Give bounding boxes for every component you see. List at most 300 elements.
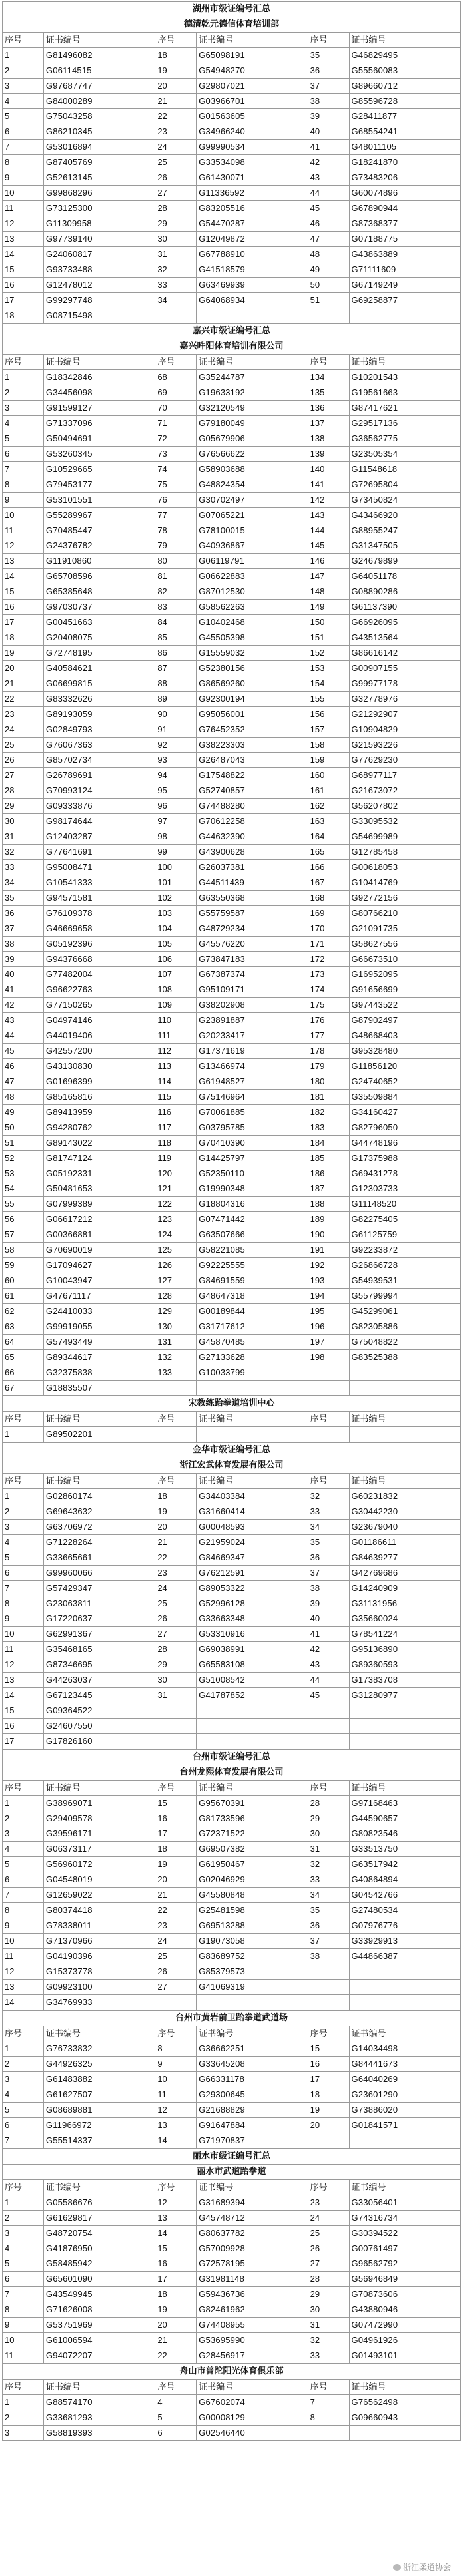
table-row: [3, 891, 461, 906]
table-row: [3, 1995, 461, 2010]
seq-cell: 22: [155, 1550, 197, 1566]
seq-cell: 14: [3, 1995, 44, 2010]
section-subtitle: 台州龙熙体育发展有限公司: [3, 1765, 461, 1781]
table-row: [3, 293, 461, 308]
table-row: [3, 262, 461, 278]
table-row: [3, 875, 461, 891]
section-title: 宋教练跆拳道培训中心: [3, 1396, 461, 1412]
cert-number-cell: G76067363: [43, 738, 155, 753]
cert-number-cell: G11966972: [43, 2118, 155, 2133]
seq-cell: 29: [155, 216, 197, 232]
cert-number-cell: G11148520: [349, 1197, 460, 1212]
cert-number-cell: G61629817: [43, 2211, 155, 2226]
seq-cell: 6: [155, 2426, 197, 2441]
seq-cell: 16: [3, 278, 44, 293]
seq-cell: 11: [3, 201, 44, 216]
cert-number-cell: G00451663: [43, 615, 155, 630]
cert-number-cell: G42769686: [349, 1566, 460, 1581]
seq-cell: 81: [155, 569, 197, 584]
seq-cell: 2: [3, 385, 44, 401]
seq-cell: 15: [3, 584, 44, 600]
cert-number-cell: G97030737: [43, 600, 155, 615]
cert-number-cell: G67149249: [349, 278, 460, 293]
cert-number-cell: G44511439: [197, 875, 308, 891]
seq-cell: 24: [155, 140, 197, 155]
cert-number-cell: G96562792: [349, 2256, 460, 2272]
seq-cell: [155, 1719, 197, 1734]
seq-cell: 14: [3, 247, 44, 262]
seq-cell: 126: [155, 1258, 197, 1273]
seq-cell: 8: [3, 155, 44, 170]
seq-header: 序号: [3, 1412, 44, 1427]
code-header: 证书编号: [349, 2180, 460, 2195]
cert-number-cell: G94376668: [43, 952, 155, 967]
cert-number-cell: G36562775: [349, 431, 460, 447]
cert-number-cell: G43466920: [349, 508, 460, 523]
seq-cell: 23: [155, 1918, 197, 1934]
cert-number-cell: G73450824: [349, 493, 460, 508]
cert-number-cell: G48729234: [197, 921, 308, 937]
table-row: [3, 1811, 461, 1826]
code-header: 证书编号: [43, 1474, 155, 1489]
cert-number-cell: G61627507: [43, 2087, 155, 2103]
cert-number-cell: G43863889: [349, 247, 460, 262]
cert-number-cell: G61430071: [197, 170, 308, 186]
seq-cell: 88: [155, 676, 197, 692]
cert-number-cell: G65385648: [43, 584, 155, 600]
seq-cell: 10: [3, 186, 44, 201]
seq-cell: 42: [308, 1642, 349, 1657]
cert-number-cell: G41787852: [197, 1688, 308, 1703]
cert-number-cell: G43549945: [43, 2287, 155, 2302]
seq-cell: [155, 1427, 197, 1442]
table-row: [3, 906, 461, 921]
cert-number-cell: G19561663: [349, 385, 460, 401]
cert-number-cell: G48011105: [349, 140, 460, 155]
seq-cell: 45: [308, 201, 349, 216]
seq-cell: 96: [155, 799, 197, 814]
table-row: [3, 2041, 461, 2057]
cert-number-cell: G93733488: [43, 262, 155, 278]
cert-number-cell: G34966240: [197, 124, 308, 140]
cert-number-cell: G61950467: [197, 1857, 308, 1872]
seq-cell: 198: [308, 1350, 349, 1365]
seq-cell: 9: [3, 1611, 44, 1627]
cert-number-cell: G44926325: [43, 2057, 155, 2072]
cert-number-cell: G94072207: [43, 2348, 155, 2364]
seq-cell: 9: [3, 1918, 44, 1934]
seq-cell: 59: [3, 1258, 44, 1273]
seq-cell: 192: [308, 1258, 349, 1273]
seq-cell: [308, 2133, 349, 2149]
table-row: [3, 1136, 461, 1151]
seq-cell: 147: [308, 569, 349, 584]
cert-number-cell: G23679040: [349, 1520, 460, 1535]
seq-cell: 18: [155, 1489, 197, 1504]
seq-cell: 5: [3, 2256, 44, 2272]
seq-cell: 20: [155, 1520, 197, 1535]
seq-cell: 37: [308, 79, 349, 94]
seq-cell: 100: [155, 860, 197, 875]
seq-cell: 76: [155, 493, 197, 508]
cert-number-cell: G12303733: [349, 1181, 460, 1197]
cert-number-cell: G40936867: [197, 538, 308, 554]
seq-cell: 42: [308, 155, 349, 170]
seq-cell: 167: [308, 875, 349, 891]
seq-cell: [308, 1427, 349, 1442]
cert-number-cell: G61125759: [349, 1227, 460, 1243]
table-row: [3, 1504, 461, 1520]
cert-number-cell: G71111609: [349, 262, 460, 278]
section-table: [2, 323, 461, 1396]
cert-number-cell: G08689881: [43, 2103, 155, 2118]
table-row: [3, 2256, 461, 2272]
cert-number-cell: G38223303: [197, 738, 308, 753]
seq-cell: 68: [155, 370, 197, 385]
cert-number-cell: [349, 1734, 460, 1749]
seq-cell: 111: [155, 1028, 197, 1044]
cert-number-cell: G07976776: [349, 1918, 460, 1934]
table-row: [3, 814, 461, 829]
cert-number-cell: G84639277: [349, 1550, 460, 1566]
seq-cell: 70: [155, 401, 197, 416]
cert-number-cell: G89143022: [43, 1136, 155, 1151]
seq-cell: 129: [155, 1304, 197, 1319]
cert-number-cell: G53101551: [43, 493, 155, 508]
cert-number-cell: G23063811: [43, 1596, 155, 1611]
seq-cell: 51: [308, 293, 349, 308]
table-row: [3, 247, 461, 262]
seq-cell: 33: [3, 860, 44, 875]
seq-cell: 10: [3, 508, 44, 523]
cert-number-cell: G23505354: [349, 447, 460, 462]
seq-cell: 12: [3, 216, 44, 232]
cert-number-cell: G71626008: [43, 2302, 155, 2318]
seq-cell: 66: [3, 1365, 44, 1381]
table-row: [3, 2410, 461, 2426]
cert-number-cell: G65583108: [197, 1657, 308, 1673]
seq-header: 序号: [155, 1781, 197, 1796]
seq-cell: 18: [3, 630, 44, 646]
table-row: [3, 2348, 461, 2364]
cert-number-cell: G72578195: [197, 2256, 308, 2272]
cert-number-cell: G33534098: [197, 155, 308, 170]
code-header: 证书编号: [349, 33, 460, 48]
cert-number-cell: G06622883: [197, 569, 308, 584]
seq-cell: 19: [155, 1857, 197, 1872]
seq-header: 序号: [155, 2026, 197, 2041]
seq-cell: 162: [308, 799, 349, 814]
cert-number-cell: G04542766: [349, 1888, 460, 1903]
seq-cell: 20: [155, 1872, 197, 1888]
seq-cell: 8: [3, 477, 44, 493]
cert-number-cell: G55289967: [43, 508, 155, 523]
cert-number-cell: G07065221: [197, 508, 308, 523]
cert-number-cell: G18835507: [43, 1381, 155, 1396]
seq-header: 序号: [155, 2180, 197, 2195]
seq-cell: 41: [3, 982, 44, 998]
cert-number-cell: G43880946: [349, 2302, 460, 2318]
seq-cell: 128: [155, 1289, 197, 1304]
table-row: [3, 1365, 461, 1381]
seq-cell: 33: [308, 1504, 349, 1520]
cert-number-cell: G33513750: [349, 1842, 460, 1857]
table-row: [3, 140, 461, 155]
table-row: [3, 508, 461, 523]
seq-cell: 49: [308, 262, 349, 278]
seq-cell: 22: [3, 692, 44, 707]
seq-cell: 1: [3, 2041, 44, 2057]
cert-number-cell: G76452352: [197, 722, 308, 738]
table-row: [3, 1796, 461, 1811]
table-row: [3, 1273, 461, 1289]
seq-cell: 95: [155, 783, 197, 799]
seq-cell: 33: [308, 2348, 349, 2364]
seq-header: 序号: [308, 1412, 349, 1427]
seq-cell: 178: [308, 1044, 349, 1059]
cert-number-cell: G86210345: [43, 124, 155, 140]
table-row: [3, 2333, 461, 2348]
seq-cell: 190: [308, 1227, 349, 1243]
seq-cell: 99: [155, 845, 197, 860]
cert-number-cell: G77150265: [43, 998, 155, 1013]
seq-cell: 36: [308, 1918, 349, 1934]
cert-number-cell: G05679906: [197, 431, 308, 447]
table-row: [3, 370, 461, 385]
cert-number-cell: G11309958: [43, 216, 155, 232]
cert-number-cell: G13466974: [197, 1059, 308, 1074]
cert-number-cell: G25481598: [197, 1903, 308, 1918]
table-row: [3, 998, 461, 1013]
table-row: [3, 1319, 461, 1335]
cert-number-cell: G70612258: [197, 814, 308, 829]
cert-number-cell: G58627556: [349, 937, 460, 952]
seq-cell: 20: [308, 2118, 349, 2133]
seq-cell: 44: [3, 1028, 44, 1044]
cert-number-cell: G30394522: [349, 2226, 460, 2241]
cert-number-cell: G05586676: [43, 2195, 155, 2211]
seq-cell: [308, 2426, 349, 2441]
seq-cell: 114: [155, 1074, 197, 1090]
table-row: [3, 201, 461, 216]
table-row: [3, 982, 461, 998]
seq-cell: 71: [155, 416, 197, 431]
seq-cell: 43: [3, 1013, 44, 1028]
cert-number-cell: G60231832: [349, 1489, 460, 1504]
cert-number-cell: G55514337: [43, 2133, 155, 2149]
table-row: [3, 615, 461, 630]
cert-number-cell: G45870485: [197, 1335, 308, 1350]
cert-number-cell: G87405769: [43, 155, 155, 170]
cert-number-cell: G33095532: [349, 814, 460, 829]
table-row: [3, 1151, 461, 1166]
code-header: 证书编号: [197, 2380, 308, 2395]
cert-number-cell: G06373117: [43, 1842, 155, 1857]
seq-cell: 56: [3, 1212, 44, 1227]
seq-cell: 168: [308, 891, 349, 906]
table-row: [3, 1581, 461, 1596]
seq-cell: 74: [155, 462, 197, 477]
seq-cell: 150: [308, 615, 349, 630]
cert-number-cell: G10529665: [43, 462, 155, 477]
cert-number-cell: G14034498: [349, 2041, 460, 2057]
table-row: [3, 2087, 461, 2103]
seq-cell: 9: [155, 2057, 197, 2072]
seq-cell: 36: [308, 63, 349, 79]
seq-header: 序号: [3, 2026, 44, 2041]
table-row: [3, 2118, 461, 2133]
seq-cell: 31: [308, 2318, 349, 2333]
cert-number-cell: G12659022: [43, 1888, 155, 1903]
seq-cell: 32: [155, 262, 197, 278]
cert-number-cell: G69431278: [349, 1166, 460, 1181]
cert-number-cell: G24679899: [349, 554, 460, 569]
seq-cell: 23: [155, 1566, 197, 1581]
cert-number-cell: G85379573: [197, 1964, 308, 1980]
seq-cell: 7: [3, 462, 44, 477]
cert-number-cell: G92772156: [349, 891, 460, 906]
cert-number-cell: G55759587: [197, 906, 308, 921]
cert-number-cell: G69038991: [197, 1642, 308, 1657]
cert-number-cell: G41876950: [43, 2241, 155, 2256]
cert-number-cell: G23891887: [197, 1013, 308, 1028]
seq-cell: 1: [3, 1796, 44, 1811]
cert-number-cell: G06114515: [43, 63, 155, 79]
cert-number-cell: G31689394: [197, 2195, 308, 2211]
seq-cell: 12: [3, 538, 44, 554]
seq-cell: 4: [3, 1535, 44, 1550]
cert-number-cell: G29300645: [197, 2087, 308, 2103]
table-row: [3, 216, 461, 232]
table-row: [3, 1872, 461, 1888]
seq-cell: 89: [155, 692, 197, 707]
table-row: [3, 1566, 461, 1581]
cert-number-cell: G69513288: [197, 1918, 308, 1934]
seq-header: 序号: [3, 2180, 44, 2195]
cert-number-cell: G16952095: [349, 967, 460, 982]
seq-cell: 103: [155, 906, 197, 921]
cert-number-cell: G34403384: [197, 1489, 308, 1504]
seq-cell: 60: [3, 1273, 44, 1289]
seq-cell: 24: [155, 1934, 197, 1949]
table-row: [3, 1489, 461, 1504]
cert-number-cell: G84441673: [349, 2057, 460, 2072]
cert-number-cell: G43513564: [349, 630, 460, 646]
seq-cell: 3: [3, 2072, 44, 2087]
table-row: [3, 1289, 461, 1304]
table-row: [3, 94, 461, 109]
table-row: [3, 1090, 461, 1105]
seq-cell: 107: [155, 967, 197, 982]
seq-cell: 8: [3, 2302, 44, 2318]
cert-number-cell: G73483206: [349, 170, 460, 186]
cert-number-cell: [349, 1381, 460, 1396]
seq-cell: 28: [308, 1796, 349, 1811]
seq-cell: 16: [155, 1811, 197, 1826]
table-row: [3, 783, 461, 799]
cert-number-cell: G67387374: [197, 967, 308, 982]
cert-number-cell: G86569260: [197, 676, 308, 692]
cert-number-cell: G82305886: [349, 1319, 460, 1335]
seq-cell: 34: [308, 1888, 349, 1903]
cert-number-cell: G12403287: [43, 829, 155, 845]
cert-number-cell: G44590657: [349, 1811, 460, 1826]
seq-cell: 30: [308, 2302, 349, 2318]
table-row: [3, 1719, 461, 1734]
section-table: [2, 1, 461, 323]
seq-cell: 170: [308, 921, 349, 937]
cert-number-cell: [349, 1980, 460, 1995]
cert-number-cell: G58819393: [43, 2426, 155, 2441]
cert-number-cell: G97168463: [349, 1796, 460, 1811]
cert-number-cell: [349, 1964, 460, 1980]
cert-number-cell: G31347505: [349, 538, 460, 554]
seq-cell: 41: [308, 140, 349, 155]
seq-cell: 7: [3, 1888, 44, 1903]
seq-cell: 7: [308, 2395, 349, 2410]
seq-cell: 134: [308, 370, 349, 385]
seq-cell: 7: [3, 2287, 44, 2302]
seq-cell: 6: [3, 1872, 44, 1888]
cert-number-cell: [349, 2426, 460, 2441]
seq-cell: 118: [155, 1136, 197, 1151]
code-header: 证书编号: [349, 1781, 460, 1796]
seq-cell: 28: [155, 1642, 197, 1657]
cert-number-cell: G75146964: [197, 1090, 308, 1105]
seq-cell: [308, 1703, 349, 1719]
seq-cell: 55: [3, 1197, 44, 1212]
cert-number-cell: G08715498: [43, 308, 155, 323]
seq-cell: 174: [308, 982, 349, 998]
cert-number-cell: G10201543: [349, 370, 460, 385]
cert-number-cell: G21292907: [349, 707, 460, 722]
seq-cell: 187: [308, 1181, 349, 1197]
cert-number-cell: G24410033: [43, 1304, 155, 1319]
seq-header: 序号: [308, 33, 349, 48]
cert-number-cell: [349, 1995, 460, 2010]
seq-cell: 16: [155, 2256, 197, 2272]
seq-cell: 15: [155, 1796, 197, 1811]
seq-cell: 21: [155, 1888, 197, 1903]
cert-number-cell: G91599127: [43, 401, 155, 416]
seq-cell: 1: [3, 2195, 44, 2211]
seq-cell: 2: [3, 2410, 44, 2426]
seq-cell: 72: [155, 431, 197, 447]
table-row: [3, 308, 461, 323]
seq-cell: 165: [308, 845, 349, 860]
section-title: 丽水市级证编号汇总: [3, 2149, 461, 2165]
seq-cell: 12: [3, 1657, 44, 1673]
cert-number-cell: G52613145: [43, 170, 155, 186]
table-row: [3, 278, 461, 293]
seq-header: 序号: [155, 33, 197, 48]
table-row: [3, 2318, 461, 2333]
cert-number-cell: G52740857: [197, 783, 308, 799]
cert-number-cell: G84691559: [197, 1273, 308, 1289]
table-row: [3, 523, 461, 538]
seq-cell: 5: [3, 1550, 44, 1566]
cert-number-cell: G46669658: [43, 921, 155, 937]
seq-cell: 24: [155, 1581, 197, 1596]
seq-cell: 137: [308, 416, 349, 431]
cert-number-cell: G57429347: [43, 1581, 155, 1596]
cert-number-cell: G89344617: [43, 1350, 155, 1365]
seq-cell: 11: [3, 1642, 44, 1657]
seq-cell: 39: [308, 1596, 349, 1611]
cert-number-cell: G10414769: [349, 875, 460, 891]
cert-number-cell: G53016894: [43, 140, 155, 155]
cert-number-cell: G89360593: [349, 1657, 460, 1673]
